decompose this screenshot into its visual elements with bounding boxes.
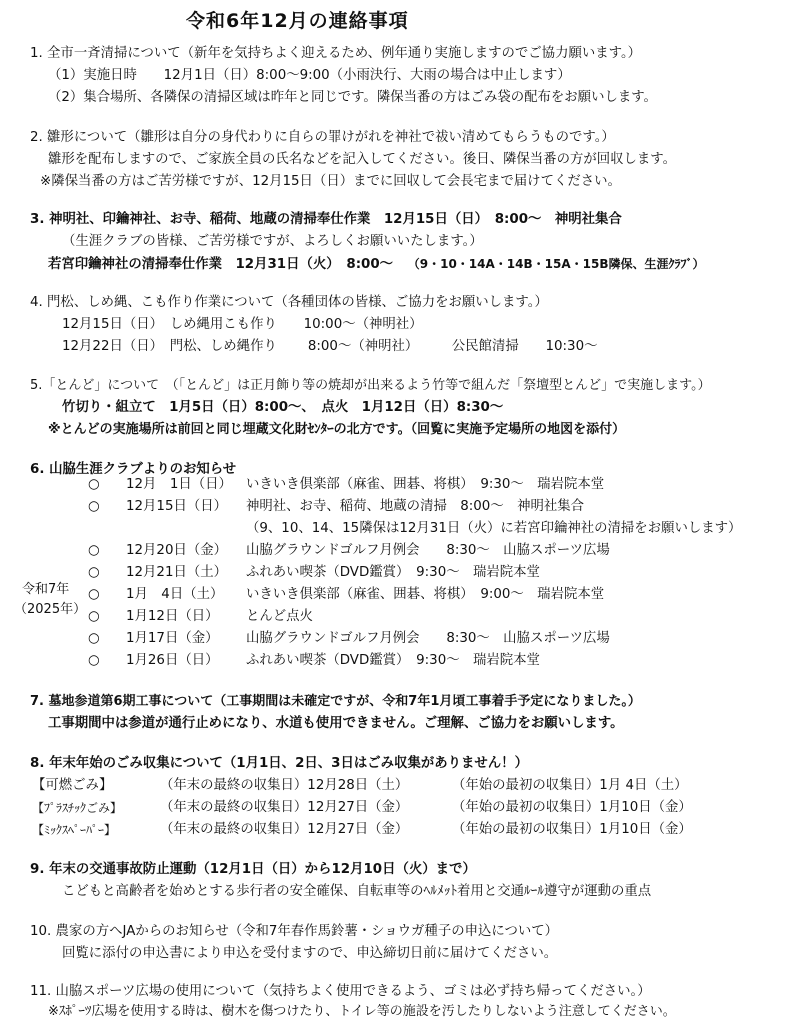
- section-6-heading: 6. 山脇生涯クラブよりのお知らせ: [30, 462, 237, 477]
- year-end-date: （年末の最終の収集日）12月28日（土）: [160, 778, 409, 793]
- event-date: 12月20日（金）: [126, 543, 228, 558]
- section-9-heading: 9. 年末の交通事故防止運動（12月1日（日）から12月10日（火）まで）: [30, 862, 476, 877]
- page-title: 令和6年12月の連絡事項: [186, 10, 409, 32]
- section-7-line-1: 工事期間中は参道が通行止めになり、水道も使用できません。ご理解、ご協力をお願いします。: [48, 716, 624, 731]
- new-year-date: （年始の最初の収集日）1月 4日（土）: [452, 778, 688, 793]
- event-date: 12月21日（土）: [126, 565, 228, 580]
- event-detail: 山脇グラウンドゴルフ月例会 8:30～ 山脇スポーツ広場: [246, 631, 610, 646]
- section-2-line-1: 雛形を配布しますので、ご家族全員の氏名などを記入してください。後日、隣保当番の方が回収します。: [48, 152, 677, 167]
- section-9-line-1: こどもと高齢者を始めとする歩行者の安全確保、自転車等のﾍﾙﾒｯﾄ着用と交通ﾙｰﾙ遵守が運動の重点: [62, 884, 652, 899]
- section-10-line-1: 回覧に添付の申込書により申込を受付ますので、申込締切日前に届けてください。: [62, 946, 558, 961]
- section-2-heading: 2. 雛形について（雛形は自分の身代わりに自らの罪けがれを神社で祓い清めてもらうものです。）: [30, 130, 615, 145]
- event-detail: 山脇グラウンドゴルフ月例会 8:30～ 山脇スポーツ広場: [246, 543, 610, 558]
- section-11-line-1: ※ｽﾎﾟｰﾂ広場を使用する時は、樹木を傷つけたり、トイレ等の施設を汚したりしないよう注意してください。: [48, 1004, 676, 1019]
- list-item: [0, 607, 802, 627]
- list-item: [0, 475, 802, 495]
- event-mark: ○: [88, 499, 100, 514]
- section-3-heading: 3. 神明社、印鑰神社、お寺、稲荷、地蔵の清掃奉仕作業 12月15日（日） 8:00～ 神明社集合: [30, 212, 622, 227]
- year-end-date: （年末の最終の収集日）12月27日（金）: [160, 822, 409, 837]
- section-11-heading: 11. 山脇スポーツ広場の使用について（気持ちよく使用できるよう、ゴミは必ず持ち帰ってください。）: [30, 984, 651, 999]
- event-date: 1月 4日（土）: [126, 587, 224, 602]
- section-3-line-1: （生涯クラブの皆様、ご苦労様ですが、よろしくお願いいたします。）: [62, 234, 483, 249]
- list-item: [0, 585, 802, 605]
- section-1-heading: 1. 全市一斉清掃について（新年を気持ちよく迎えるため、例年通り実施しますのでご協力願います。）: [30, 46, 642, 61]
- event-detail: （9、10、14、15隣保は12月31日（火）に若宮印鑰神社の清掃をお願いします）: [246, 521, 742, 536]
- section-5-line-1: 竹切り・組立て 1月5日（日）8:00～、 点火 1月12日（日）8:30～: [62, 400, 504, 415]
- event-mark: ○: [88, 477, 100, 492]
- event-detail: とんど点火: [246, 609, 313, 624]
- event-detail: いきいき倶楽部（麻雀、囲碁、将棋） 9:30～ 瑞岩院本堂: [246, 477, 605, 492]
- section-7-heading: 7. 墓地参道第6期工事について（工事期間は未確定ですが、令和7年1月頃工事着手予定になりました。）: [30, 694, 641, 709]
- event-detail: いきいき倶楽部（麻雀、囲碁、将棋） 9:00～ 瑞岩院本堂: [246, 587, 605, 602]
- event-mark: ○: [88, 609, 100, 624]
- year-end-date: （年末の最終の収集日）12月27日（金）: [160, 800, 409, 815]
- table-row: [0, 776, 802, 796]
- list-item: [0, 541, 802, 561]
- section-4-heading: 4. 門松、しめ縄、こも作り作業について（各種団体の皆様、ご協力をお願いします。）: [30, 295, 548, 310]
- event-date: 1月26日（日）: [126, 653, 219, 668]
- event-detail: ふれあい喫茶（DVD鑑賞） 9:30～ 瑞岩院本堂: [246, 653, 540, 668]
- new-year-date: （年始の最初の収集日）1月10日（金）: [452, 822, 692, 837]
- list-item: [0, 651, 802, 671]
- section-1-line-1: （1）実施日時 12月1日（日）8:00～9:00（小雨決行、大雨の場合は中止します）: [48, 68, 571, 83]
- list-item: [0, 519, 802, 539]
- section-3-line-2-main: 若宮印鑰神社の清掃奉仕作業 12月31日（火） 8:00～: [48, 257, 394, 272]
- garbage-kind: 【ﾐｯｸｽﾍﾟｰﾊﾟｰ】: [32, 823, 117, 837]
- event-mark: ○: [88, 565, 100, 580]
- garbage-kind: 【可燃ごみ】: [32, 778, 113, 793]
- section-5-heading: 5.「とんど」について （「とんど」は正月飾り等の焼却が出来るよう竹等で組んだ「祭壇型とんど」で実施します。）: [30, 378, 711, 393]
- section-2-line-2: ※隣保当番の方はご苦労様ですが、12月15日（日）までに回収して会長宅まで届けてください。: [40, 174, 621, 189]
- event-date: 1月12日（日）: [126, 609, 219, 624]
- section-4-line-2: 12月22日（日） 門松、しめ縄作り 8:00～（神明社） 公民館清掃 10:30～: [62, 339, 598, 354]
- event-date: 12月 1日（日）: [126, 477, 232, 492]
- event-mark: ○: [88, 653, 100, 668]
- new-year-date: （年始の最初の収集日）1月10日（金）: [452, 800, 692, 815]
- section-4-line-1: 12月15日（日） しめ縄用こも作り 10:00～（神明社）: [62, 317, 423, 332]
- list-item: [0, 629, 802, 649]
- event-mark: ○: [88, 543, 100, 558]
- section-8-heading: 8. 年末年始のごみ収集について（1月1日、2日、3日はごみ収集がありません！）: [30, 756, 528, 771]
- year-label-western: （2025年）: [14, 602, 87, 617]
- event-detail: 神明社、お寺、稲荷、地蔵の清掃 8:00～ 神明社集合: [246, 499, 585, 514]
- year-label: 令和7年: [22, 582, 70, 597]
- list-item: [0, 563, 802, 583]
- event-date: 1月17日（金）: [126, 631, 219, 646]
- table-row: [0, 820, 802, 840]
- list-item: [0, 497, 802, 517]
- section-1-line-2: （2）集合場所、各隣保の清掃区域は昨年と同じです。隣保当番の方はごみ袋の配布をお願いします。: [48, 90, 657, 105]
- event-detail: ふれあい喫茶（DVD鑑賞） 9:30～ 瑞岩院本堂: [246, 565, 540, 580]
- event-date: 12月15日（日）: [126, 499, 228, 514]
- section-10-heading: 10. 農家の方へJAからのお知らせ（令和7年春作馬鈴薯・ショウガ種子の申込について）: [30, 924, 559, 939]
- section-3-line-2: [48, 254, 704, 275]
- section-5-line-2: ※とんどの実施場所は前回と同じ埋蔵文化財ｾﾝﾀｰの北方です。（回覧に実施予定場所の地図を添付）: [48, 422, 626, 437]
- event-mark: ○: [88, 587, 100, 602]
- garbage-kind: 【ﾌﾟﾗｽﾁｯｸごみ】: [32, 801, 123, 815]
- section-3-line-2-groups: （9・10・14A・14B・15A・15B隣保、生涯ｸﾗﾌﾞ）: [407, 257, 705, 271]
- table-row: [0, 798, 802, 818]
- event-mark: ○: [88, 631, 100, 646]
